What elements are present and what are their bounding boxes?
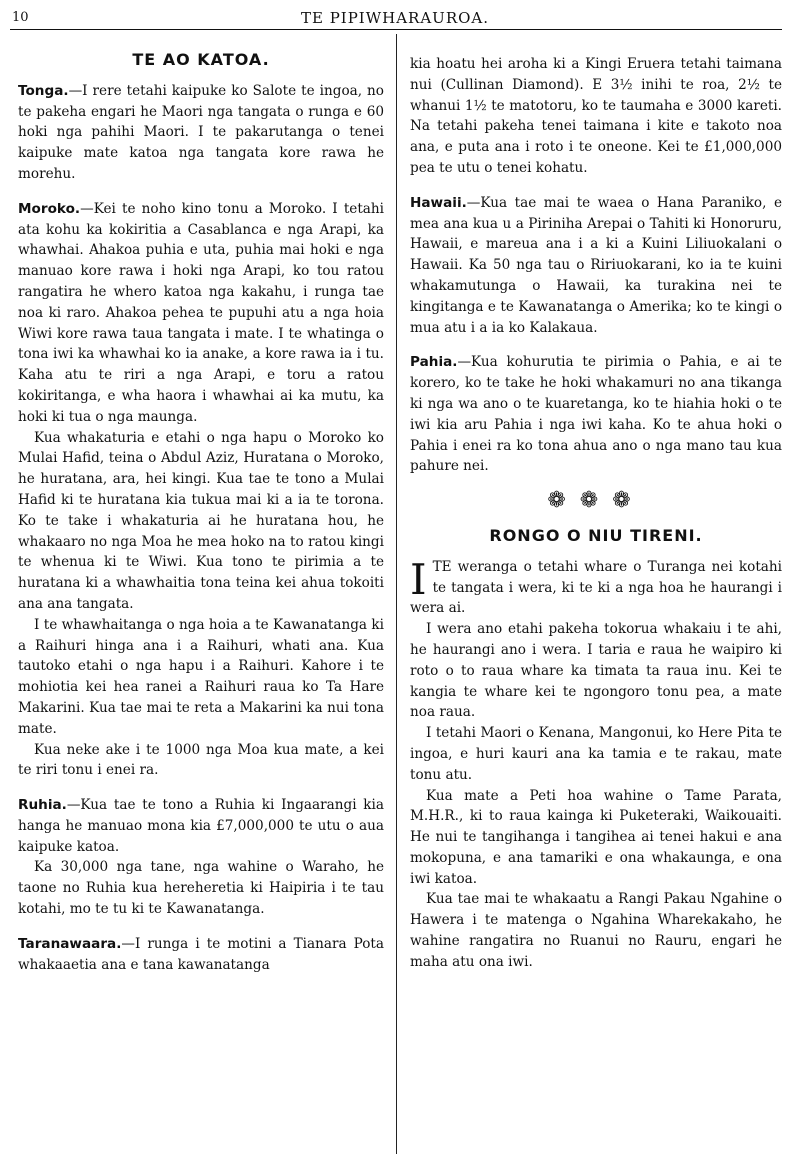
nz-news-paragraph-5: Kua tae mai te whakaatu a Rangi Pakau Ngahine o Hawera i te matenga o Ngahina Wharekakaho, he wahine rangatira no Ruanui no Rauru, engari he maha atu ona iwi. <box>410 891 782 970</box>
article-hawaii <box>410 193 782 339</box>
nz-news-paragraph-3: I tetahi Maori o Kenana, Mangonui, ko Here Pita te ingoa, e huri kauri ana ka tamia e te rakau, mate tonu atu. <box>410 725 782 783</box>
ruhia-paragraph-2: Ka 30,000 nga tane, nga wahine o Waraho, he taone no Ruhia kua hereheretia ki Haipiria i te tau kotahi, mo te tu ki te Kawanatanga. <box>18 859 384 918</box>
moroko-label: Moroko. <box>18 200 81 217</box>
ruhia-text: —Kua tae te tono a Ruhia ki Ingaarangi kia hanga he manuao mona kia £7,000,000 te utu o aua kaipuke katoa. <box>18 797 384 855</box>
tonga-label: Tonga. <box>18 82 69 99</box>
hawaii-label: Hawaii. <box>410 194 467 211</box>
pahia-label: Pahia. <box>410 354 458 371</box>
header-rule <box>10 29 782 30</box>
nz-news-paragraph-4: Kua mate a Peti hoa wahine o Tame Parata, M.H.R., ki to raua kainga ki Puketeraki, Waikouaiti. He nui te tangihanga i tangihea ai tenei hakui e ana mokopuna, e ana tamariki e ona whakaunga, e ona iwi katoa. <box>410 787 782 887</box>
article-moroko <box>18 199 384 428</box>
nz-news-paragraph-1 <box>410 554 782 619</box>
hawaii-text: —Kua tae mai te waea o Hana Paraniko, e mea ana kua u a Piriniha Arepai o Tahiti ki Honoruru, Hawaii, e mareua ana i a ki a Kuini Liliuokalani o Hawaii. Ka 50 nga tau o Ririuokarani, ko ia te kuini whakamutunga o Hawaii, ka turakina nei te kingitanga e te Kawanatanga o Amerika; ko te kingi o mua atu i a ia ko Kalakaua. <box>410 194 782 336</box>
article-pahia <box>410 352 782 477</box>
article-tonga <box>18 81 384 185</box>
article-ruhia <box>18 795 384 857</box>
moroko-paragraph-4: Kua neke ake i te 1000 nga Moa kua mate, a kei te riri tonu i enei ra. <box>18 741 384 779</box>
column-divider <box>396 34 397 1154</box>
taranawaara-label: Taranawaara. <box>18 935 122 952</box>
section-heading-nz-news: RONGO O NIU TIRENI. <box>489 525 703 545</box>
right-column <box>410 36 782 973</box>
nz-news-text-1: TE weranga o tetahi whare o Turanga nei kotahi te tangata i wera, ki te ki a nga hoa he haurangi i wera ai. <box>410 558 782 617</box>
article-taranawaara <box>18 934 384 976</box>
drop-cap: I <box>410 554 427 604</box>
section-heading-world: TE AO KATOA. <box>132 50 270 69</box>
running-title: TE PIPIWHARAUROA. <box>300 9 490 27</box>
continuation-text: kia hoatu hei aroha ki a Kingi Eruera tetahi taimana nui (Cullinan Diamond). E 3½ inihi te roa, 2½ te whanui 1½ te matotoru, ko te taumaha e 3000 kareti. Na tetahi pakeha tenei taimana i kite e takoto noa ana, e puta ana i roto i te oneone. Kei te £1,000,000 pea te utu o tenei kohatu. <box>410 56 782 176</box>
nz-news-paragraph-2: I wera ano etahi pakeha tokorua whakaiu i te ahi, he haurangi ano i wera. I taria e raua he waipiro ki roto o to raua whare ka timata ta raua inu. Kei te kangia te whare kei te ngongoro tonu pea, a mate noa raua. <box>410 621 782 721</box>
taranawaara-text: —I runga i te motini a Tianara Pota whakaaetia ana e tana kawanatanga <box>18 935 384 973</box>
moroko-paragraph-2: Kua whakaturia e etahi o nga hapu o Moroko ko Mulai Hafid, teina o Abdul Aziz, Huratana o Moroko, he huratana, ara, hei kingi. Kua tae te tono a Mulai Hafid ki te huratana kia tukua mai ki a ia te torona. Ko te take i whakaturia ai he huratana hou, he whakaaro no nga Moa he mea hoko na to ratou kingi te whenua ki te Wiwi. Kua tono te pirimia a te huratana ki a whawhaitia tona teina kei ahua tokoiti ana ana tangata. <box>18 429 384 612</box>
page-number: 10 <box>12 10 29 25</box>
moroko-paragraph-3: I te whawhaitanga o nga hoia a te Kawanatanga ki a Raihuri hinga ana i a Raihuri, whati ana. Kua tautoko etahi o nga hapu i a Raihuri. Kahore i te mohiotia kei hea ranei a Raihuri raua ko Ta Hare Makarini. Kua tae mai te reta a Makarini ka nui tona mate. <box>18 616 384 737</box>
ruhia-label: Ruhia. <box>18 797 67 814</box>
tonga-text: —I rere tetahi kaipuke ko Salote te ingoa, no te pakeha engari he Maori nga tangata o runga e 60 hoki nga pahihi Maori. I te pakarutanga o tenei kaipuke mate katoa nga tangata kore rawa he morehu. <box>18 82 384 182</box>
ornament-divider: ❁❁❁ <box>547 488 645 514</box>
pahia-text: —Kua kohurutia te pirimia o Pahia, e ai te korero, ko te take he hoki whakamuri no ana tikanga ki nga wa ano o te kuaretanga, ko te hiahia hoki o te iwi kia aru Pahia i nga iwi kaha. Ko te ahua hoki o Pahia i enei ra ko tona ahua ano o nga mano tau kua pahure nei. <box>410 354 782 475</box>
left-column <box>18 36 384 989</box>
moroko-text: —Kei te noho kino tonu a Moroko. I tetahi ata kohu ka kokiritia a Casablanca e nga Arapi, ka whawhai. Ahakoa puhia e uta, puhia mai hoki e nga manuao kore rawa i hoki nga Arapi, ko tou ratou rangatira he whero katoa nga kakahu, i runga tae noa ki raro. Ahakoa pehea te pupuhi atu a nga hoia Wiwi kore rawa taua tangata i mate. I te whatinga o tona iwi ka whawhai ko ia anake, a kore rawa ia i tu. Kaha atu te riri a nga Arapi, e toru a ratou kokiritanga, e wha haora i whawhai ai ka mutu, ka hoki ki tua o nga maunga. <box>18 200 384 425</box>
page-header <box>0 0 790 30</box>
